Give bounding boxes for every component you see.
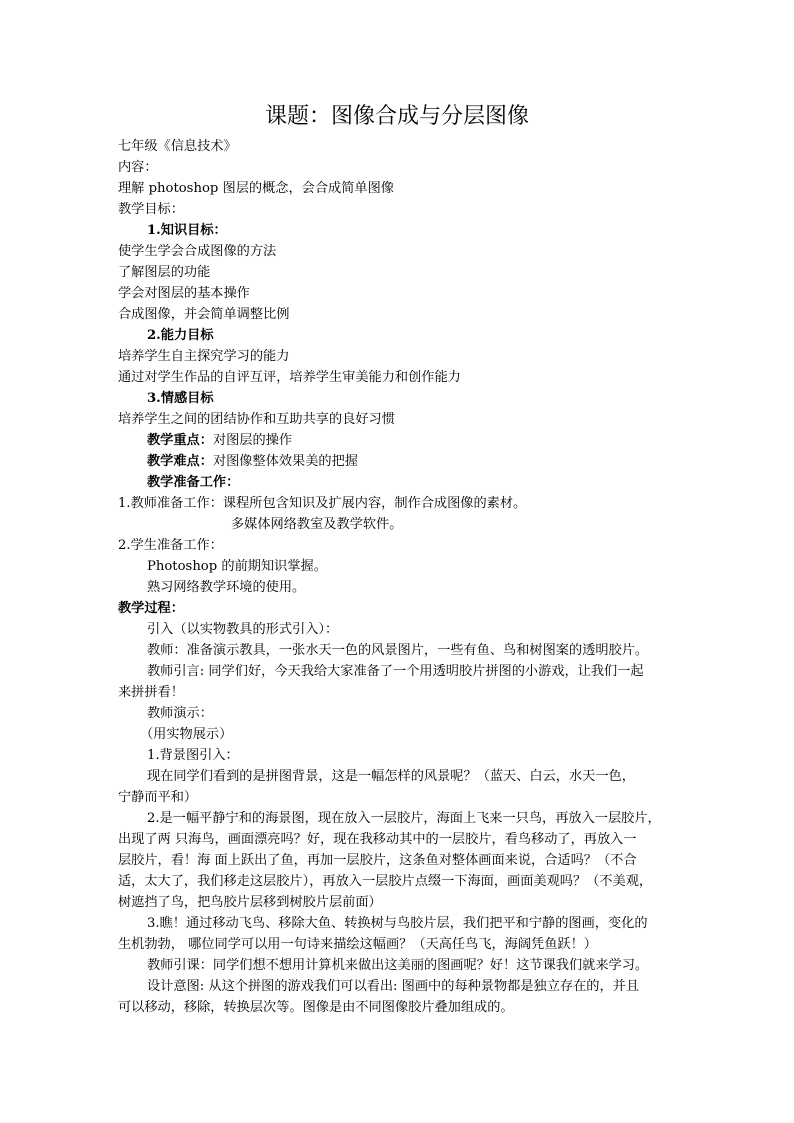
design-intent-line: 设计意图: 从这个拼图的游戏我们可以看出: 图画中的每种景物都是独立存在的，并且 bbox=[147, 979, 640, 994]
knowledge-item: 学会对图层的基本操作 bbox=[118, 286, 250, 301]
step2-line: 树遮挡了鸟，把鸟胶片层移到树胶片层前面） bbox=[118, 895, 382, 910]
prep-heading: 教学准备工作： bbox=[147, 475, 240, 490]
teacher-prepare-line: 教师：准备演示教具，一张水天一色的风景图片，一些有鱼、鸟和树图案的透明胶片。 bbox=[147, 643, 649, 658]
process-heading: 教学过程： bbox=[118, 601, 184, 616]
difficulty-label: 教学难点： bbox=[147, 454, 213, 469]
background-line: 现在同学们看到的是拼图背景，这是一幅怎样的风景呢？（蓝天、白云，水天一色， bbox=[147, 769, 635, 784]
content-text: 理解 photoshop 图层的概念，会合成简单图像 bbox=[118, 181, 394, 196]
step2-line: 2.是一幅平静宁和的海景图，现在放入一层胶片，海面上飞来一只鸟，再放入一层胶片， bbox=[147, 811, 661, 826]
goals-label: 教学目标： bbox=[118, 202, 184, 217]
student-prep-line: 熟习网络教学环境的使用。 bbox=[147, 580, 306, 595]
knowledge-item: 了解图层的功能 bbox=[118, 265, 211, 280]
difficulty-text: 对图像整体效果美的把握 bbox=[212, 454, 358, 469]
knowledge-item: 合成图像，并会简单调整比例 bbox=[118, 307, 290, 322]
step2-line: 出现了两 只海鸟，画面漂亮吗？好，现在我移动其中的一层胶片，看鸟移动了，再放入一 bbox=[118, 832, 637, 847]
difficulty bbox=[147, 451, 707, 472]
content-label: 内容： bbox=[118, 160, 158, 175]
knowledge-heading: 1.知识目标： bbox=[147, 223, 227, 238]
step2-line: 适，太大了，我们移走这层胶片），再放入一层胶片点缀一下海面，画面美观吗？（不美观， bbox=[118, 874, 653, 889]
step3-line: 生机勃勃， 哪位同学可以用一句诗来描绘这幅画？（天高任鸟飞，海阔凭鱼跃！） bbox=[118, 937, 597, 952]
demo-label: 教师演示： bbox=[147, 706, 213, 721]
key-point-label: 教学重点： bbox=[147, 433, 213, 448]
grade-line: 七年级《信息技术》 bbox=[118, 139, 237, 154]
lead-line: 来拼拼看！ bbox=[118, 685, 184, 700]
teacher-prep-line: 1.教师准备工作：课程所包含知识及扩展内容，制作合成图像的素材。 bbox=[118, 496, 527, 511]
background-line: 宁静而平和） bbox=[118, 790, 198, 805]
background-heading: 1.背景图引入： bbox=[147, 748, 239, 763]
key-point bbox=[147, 430, 707, 451]
page-title: 课题：图像合成与分层图像 bbox=[264, 104, 529, 129]
teacher-prep-line: 多媒体网络教室及教学软件。 bbox=[231, 517, 403, 532]
design-intent-line: 可以移动，移除，转换层次等。图像是由不同图像胶片叠加组成的。 bbox=[118, 1000, 514, 1015]
teacher-guide-line: 教师引课：同学们想不想用计算机来做出这美丽的图画呢？好！这节课我们就来学习。 bbox=[147, 958, 649, 973]
step3-line: 3.瞧！通过移动飞鸟、移除大鱼、转换树与鸟胶片层，我们把平和宁静的图画，变化的 bbox=[147, 916, 648, 931]
lead-line: 教师引言: 同学们好，今天我给大家准备了一个用透明胶片拼图的小游戏，让我们一起 bbox=[147, 664, 644, 679]
student-prep-heading: 2.学生准备工作： bbox=[118, 538, 223, 553]
ability-item: 培养学生自主探究学习的能力 bbox=[118, 349, 290, 364]
emotion-item: 培养学生之间的团结协作和互助共享的良好习惯 bbox=[118, 412, 395, 427]
process-intro: 引入（以实物教具的形式引入）： bbox=[147, 622, 339, 637]
step2-line: 层胶片，看！海 面上跃出了鱼，再加一层胶片，这条鱼对整体画面来说，合适吗？（不合 bbox=[118, 853, 637, 868]
demo-note: （用实物展示） bbox=[140, 727, 233, 742]
ability-heading: 2.能力目标 bbox=[147, 328, 214, 343]
emotion-heading: 3.情感目标 bbox=[147, 391, 214, 406]
knowledge-item: 使学生学会合成图像的方法 bbox=[118, 244, 277, 259]
key-point-text: 对图层的操作 bbox=[212, 433, 293, 448]
student-prep-line: Photoshop 的前期知识掌握。 bbox=[147, 559, 327, 574]
ability-item: 通过对学生作品的自评互评，培养学生审美能力和创作能力 bbox=[118, 370, 461, 385]
